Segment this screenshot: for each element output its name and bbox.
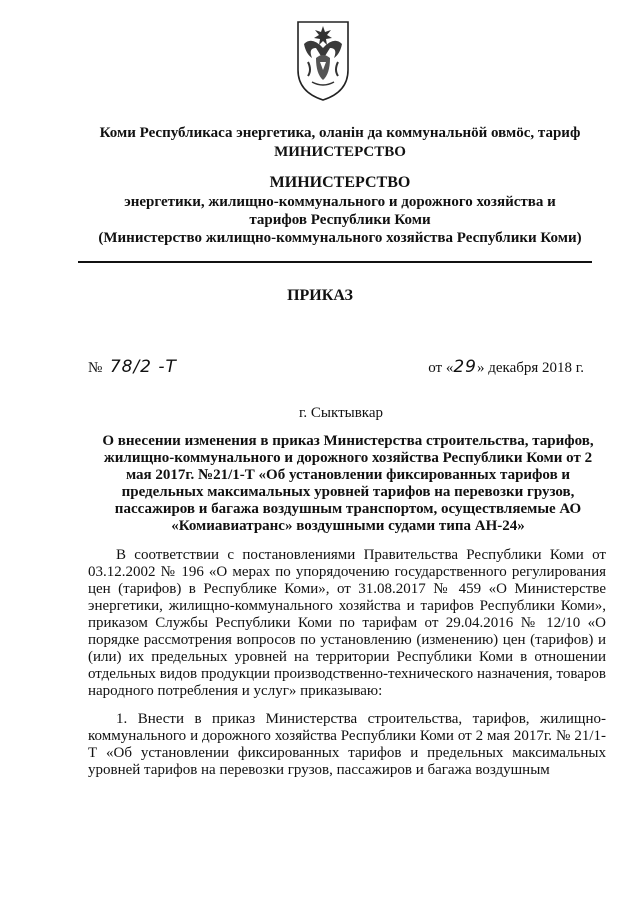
ministry-header	[60, 173, 620, 247]
order-date-prefix: от «	[428, 360, 454, 376]
header-divider	[78, 261, 592, 263]
order-date-suffix: » декабря 2018 г.	[477, 360, 584, 376]
ministry-line-1: энергетики, жилищно-коммунального и дорожного хозяйства и	[124, 194, 556, 210]
order-title: ПРИКАЗ	[287, 287, 353, 304]
order-number	[88, 357, 177, 377]
body-paragraph-2: 1. Внести в приказ Министерства строительства, тарифов, жилищно-коммунального и дорожного хозяйства Республики Коми от 2 мая 2017г. № 21/1-Т «Об установлении фиксированных тарифов и предельных максимальных уровней тарифов на перевозки грузов, пассажиров и багажа воздушным	[88, 711, 606, 778]
body-paragraph-1: В соответствии с постановлениями Правительства Республики Коми от 03.12.2002 № 196 «О мерах по упорядочению государственного регулирования цен (тарифов) в Республике Коми», от 31.08.2017 № 459 «О Министерстве энергетики, жилищно-коммунального хозяйства и тарифов Республики Коми», приказом Службы Республики Коми по тарифам от 29.04.2016 № 12/10 «О порядке рассмотрения вопросов по установлению (изменению) цен (тарифов) и (или) их предельных уровней на территории Республики Коми в отношении отдельных видов продукции производственно-технического назначения, товаров народного потребления и услуг» приказываю:	[88, 547, 606, 699]
order-subject: О внесении изменения в приказ Министерства строительства, тарифов, жилищно-коммунального и дорожного хозяйства Республики Коми от 2 мая 2017г. №21/1-Т «Об установлении фиксированных тарифов и предельных максимальных уровней тарифов на перевозки грузов, пассажиров и багажа воздушным транспортом, осуществляемые АО «Комиавиатранс» воздушными судами типа АН-24»	[102, 433, 594, 534]
order-date	[428, 357, 584, 377]
ministry-title: МИНИСТЕРСТВО	[269, 174, 411, 191]
komi-coat-of-arms-icon	[294, 18, 352, 102]
order-date-day: 29	[453, 357, 477, 377]
ministry-line-3: (Министерство жилищно-коммунального хозяйства Республики Коми)	[98, 230, 582, 246]
ministry-line-2: тарифов Республики Коми	[249, 212, 431, 228]
komi-language-header	[60, 124, 620, 162]
komi-title: Коми Республикаса энергетика, оланін да коммунальнӧй овмӧс, тариф	[99, 125, 581, 141]
order-number-prefix: №	[88, 360, 103, 376]
order-city: г. Сыктывкар	[298, 405, 384, 421]
komi-ministry-label: МИНИСТЕРСТВО	[274, 144, 406, 160]
order-number-handwritten: 78/2 -Т	[109, 357, 177, 377]
